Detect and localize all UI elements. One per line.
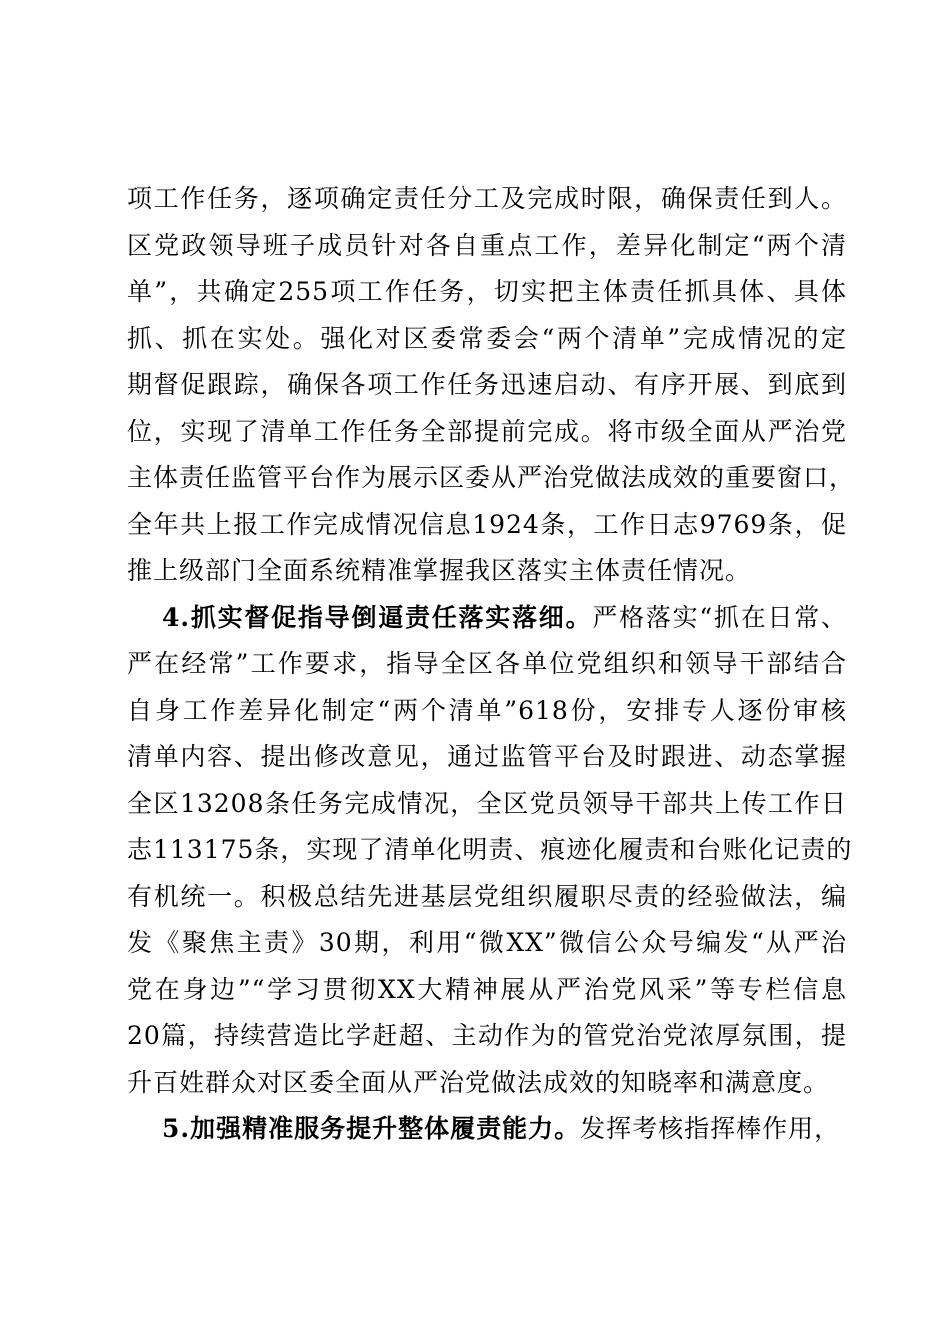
text-line: 20篇，持续营造比学赶超、主动作为的管党治党浓厚氛围，提: [127, 1021, 847, 1050]
text-line: 位，实现了清单工作任务全部提前完成。将市级全面从严治党: [127, 416, 847, 446]
text-line: 单”，共确定255项工作任务，切实把主体责任抓具体、具体: [127, 277, 847, 306]
text-line: 清单内容、提出修改意见，通过监管平台及时跟进、动态掌握: [127, 742, 847, 771]
text-line: 志113175条，实现了清单化明责、痕迹化履责和台账化记责的: [127, 835, 853, 864]
text-line: 区党政领导班子成员针对各自重点工作，差异化制定“两个清: [127, 230, 847, 260]
text-line: 升百姓群众对区委全面从严治党做法成效的知晓率和满意度。: [127, 1067, 830, 1097]
text-line: 严在经常”工作要求，指导全区各单位党组织和领导干部结合: [127, 649, 847, 678]
paragraph-4-heading: 4.抓实督促指导倒逼责任落实落细。: [162, 602, 593, 632]
paragraph-4-first-line: [127, 595, 847, 642]
text-line: 党在身边”“学习贯彻XX大精神展从严治党风采”等专栏信息: [127, 974, 847, 1004]
text-line: 主体责任监管平台作为展示区委从严治党做法成效的重要窗口，: [127, 463, 856, 492]
text-line: 项工作任务，逐项确定责任分工及完成时限，确保责任到人。: [127, 184, 847, 213]
paragraph-5-first-line: [127, 1106, 847, 1153]
body-text: [127, 176, 856, 1153]
text-line: 推上级部门全面系统精准掌握我区落实主体责任情况。: [127, 556, 752, 585]
text-line: 全年共上报工作完成情况信息1924条，工作日志9769条，促: [127, 509, 847, 539]
paragraph-4-lead-text: 严格落实“抓在日常、: [592, 602, 847, 632]
text-line: 有机统一。积极总结先进基层党组织履职尽责的经验做法，编: [127, 881, 847, 911]
text-line: 全区13208条任务完成情况，全区党员领导干部共上传工作日: [127, 788, 847, 818]
text-line: 发《聚焦主责》30期，利用“微XX”微信公众号编发“从严治: [127, 928, 847, 957]
text-line: 抓、抓在实处。强化对区委常委会“两个清单”完成情况的定: [127, 323, 847, 353]
paragraph-5-lead-text: 发挥考核指挥棒作用，: [580, 1114, 841, 1143]
text-line: 自身工作差异化制定“两个清单”618份，安排专人逐份审核: [127, 695, 847, 725]
paragraph-5-heading: 5.加强精准服务提升整体履责能力。: [162, 1114, 581, 1143]
text-line: 期督促跟踪，确保各项工作任务迅速启动、有序开展、到底到: [127, 370, 847, 399]
